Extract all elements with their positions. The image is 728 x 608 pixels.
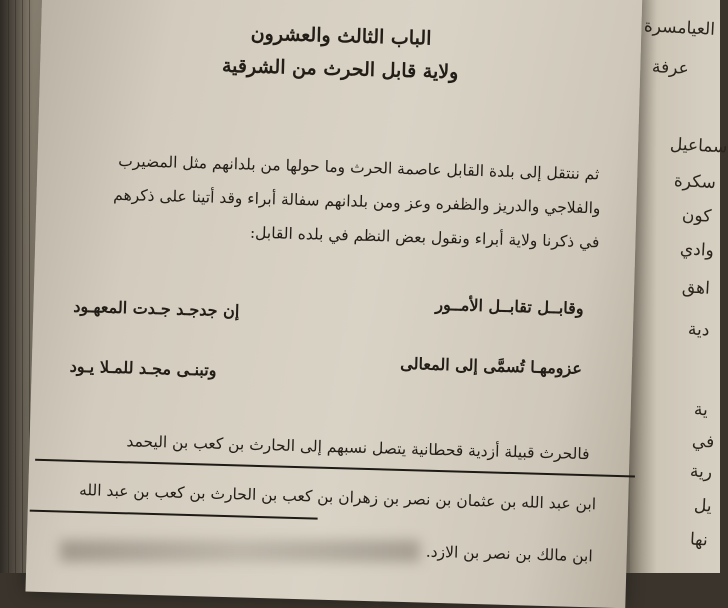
lineage-line: ابن عبد الله بن عثمان بن نصر بن زهران بن كعب بن الحارث بن كعب بن عبد الله	[78, 480, 597, 514]
right-page-line: في	[691, 431, 715, 453]
right-page-line: دية	[687, 319, 710, 341]
right-page-line: ية	[693, 399, 709, 421]
underline	[30, 510, 318, 520]
main-page	[25, 0, 642, 608]
right-page-line: سماعيل	[669, 134, 728, 158]
paragraph-line: والفلاجي والدريز والظفره وعز ومن بلدانهم سفالة أبراء وقد أتينا على ذكرهم	[113, 185, 601, 218]
right-page	[630, 0, 728, 573]
right-page-line: عرفة	[651, 57, 690, 79]
right-page-line: سكرة	[673, 170, 717, 194]
right-page-line: وادي	[679, 239, 715, 261]
verse-2-second-hemistich: وتبنـى مجـد للمـلا يـود	[69, 356, 217, 380]
paragraph-line: ثم ننتقل إلى بلدة القابل عاصمة الحرث وما حولها من بلدانهم مثل المضيرب	[117, 151, 600, 184]
right-page-line: يل	[693, 495, 713, 517]
chapter-subtitle: ولاية قابل الحرث من الشرقية	[221, 54, 459, 84]
lineage-line: فالحرث قبيلة أزدية قحطانية يتصل نسبهم إلى الحارث بن كعب بن اليحمد	[126, 432, 590, 464]
verse-2-first-hemistich: عزومهـا تُسمَّى إلى المعالى	[400, 353, 583, 378]
chapter-title: الباب الثالث والعشرون	[250, 22, 432, 50]
right-page-line: نها	[689, 529, 709, 551]
verse-1-first-hemistich: وقابــل تقابــل الأمــور	[435, 294, 584, 318]
lineage-line: ابن مالك بن نصر بن الازد.	[425, 542, 593, 566]
right-page-line: اهق	[681, 277, 711, 299]
right-page-line: رية	[689, 461, 713, 483]
paragraph-line: في ذكرنا ولاية أبراء ونقول بعض النظم في بلده القابل:	[249, 223, 600, 252]
verse-1-second-hemistich: إن جدجـد جـدت المعهـود	[73, 296, 240, 321]
blurred-region	[60, 540, 420, 562]
right-page-line: كون	[681, 205, 712, 227]
right-page-line: العيامسرة	[643, 16, 716, 40]
